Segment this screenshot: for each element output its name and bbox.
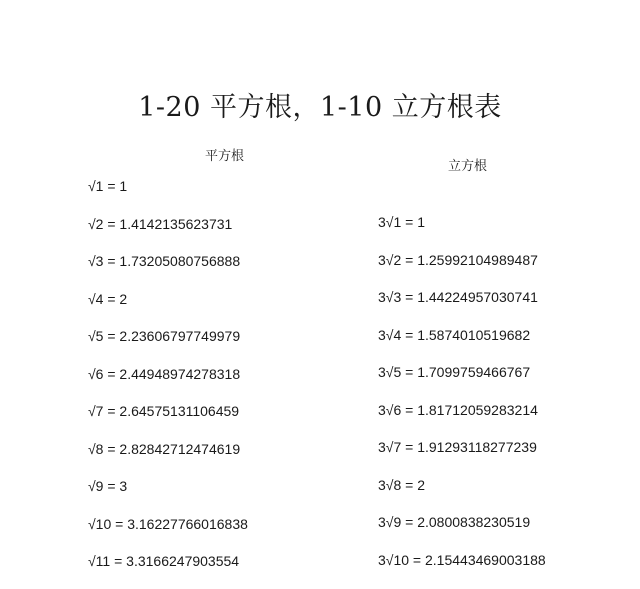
page-title: 1-20 平方根，1-10 立方根表	[138, 92, 502, 123]
square-root-row: √1 = 1	[88, 178, 128, 194]
cube-root-list	[378, 212, 546, 587]
cube-root-row: 3√4 = 1.5874010519682	[378, 326, 531, 343]
square-root-row: √6 = 2.44948974278318	[88, 365, 241, 382]
square-root-heading: 平方根	[205, 149, 245, 164]
cube-root-row: 3√1 = 1	[378, 214, 425, 230]
square-root-row: √7 = 2.64575131106459	[88, 403, 240, 419]
cube-root-row: 3√2 = 1.25992104989487	[378, 251, 538, 268]
cube-root-row: 3√9 = 2.0800838230519	[378, 514, 531, 530]
square-root-row: √5 = 2.23606797749979	[88, 328, 241, 344]
cube-root-row: 3√6 = 1.81712059283214	[378, 401, 538, 418]
square-root-row: √8 = 2.82842712474619	[88, 440, 241, 457]
square-root-row: √4 = 2	[88, 290, 128, 307]
square-root-list	[88, 176, 248, 589]
square-root-row: √3 = 1.73205080756888	[88, 253, 241, 269]
cube-root-row: 3√10 = 2.15443469003188	[378, 551, 546, 568]
square-root-row: √9 = 3	[88, 478, 128, 494]
cube-root-row: 3√5 = 1.7099759466767	[378, 364, 531, 380]
cube-root-heading: 立方根	[448, 159, 488, 174]
square-root-row: √10 = 3.16227766016838	[88, 515, 248, 532]
square-root-row: √11 = 3.3166247903554	[88, 553, 240, 569]
cube-root-row: 3√8 = 2	[378, 476, 425, 493]
square-root-row: √2 = 1.4142135623731	[88, 215, 233, 232]
cube-root-row: 3√7 = 1.91293118277239	[378, 439, 537, 455]
cube-root-row: 3√3 = 1.44224957030741	[378, 289, 538, 305]
